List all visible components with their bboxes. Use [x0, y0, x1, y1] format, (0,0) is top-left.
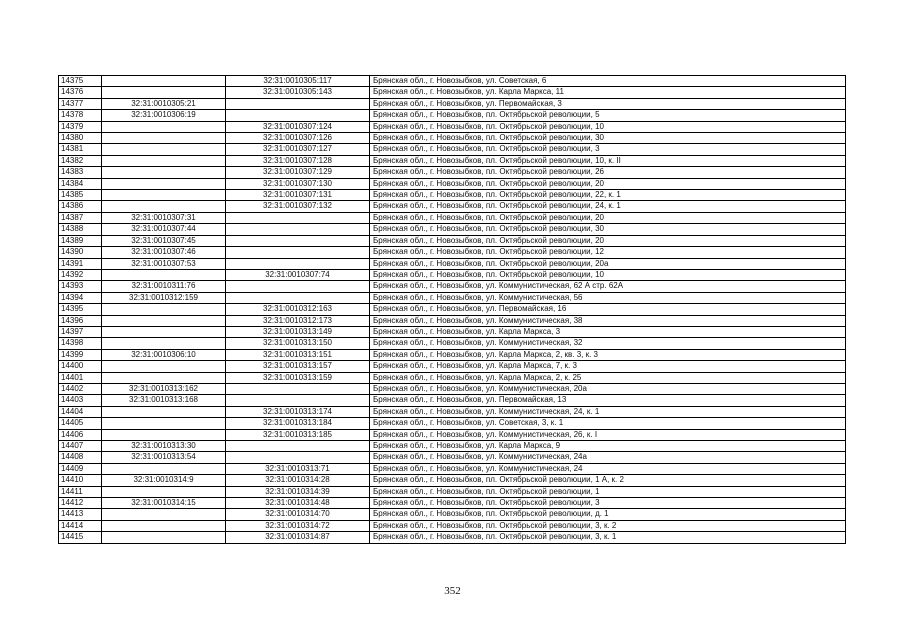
address-cell: Брянская обл., г. Новозыбков, ул. Коммунистическая, 24, к. 1 — [370, 406, 846, 417]
cadastral-number-cell: 32:31:0010314:15 — [102, 498, 226, 509]
building-cadastral-number-cell: 32:31:0010313:174 — [226, 406, 370, 417]
table-row — [59, 110, 846, 121]
registry-table — [58, 75, 846, 544]
cadastral-number-cell — [102, 178, 226, 189]
table-row — [59, 167, 846, 178]
cadastral-number-cell: 32:31:0010307:46 — [102, 247, 226, 258]
building-cadastral-number-cell: 32:31:0010307:124 — [226, 121, 370, 132]
building-cadastral-number-cell: 32:31:0010314:70 — [226, 509, 370, 520]
row-number-cell: 14404 — [59, 406, 102, 417]
building-cadastral-number-cell — [226, 247, 370, 258]
address-cell: Брянская обл., г. Новозыбков, пл. Октябрьской революции, 3 — [370, 498, 846, 509]
building-cadastral-number-cell — [226, 395, 370, 406]
row-number-cell: 14407 — [59, 441, 102, 452]
address-cell: Брянская обл., г. Новозыбков, пл. Октябрьской революции, 30 — [370, 224, 846, 235]
row-number-cell: 14393 — [59, 281, 102, 292]
cadastral-number-cell — [102, 372, 226, 383]
cadastral-number-cell — [102, 121, 226, 132]
address-cell: Брянская обл., г. Новозыбков, пл. Октябрьской революции, 12 — [370, 247, 846, 258]
cadastral-number-cell: 32:31:0010307:31 — [102, 212, 226, 223]
address-cell: Брянская обл., г. Новозыбков, пл. Октябрьской революции, 3, к. 2 — [370, 520, 846, 531]
building-cadastral-number-cell — [226, 258, 370, 269]
page-number: 352 — [444, 585, 461, 597]
row-number-cell: 14385 — [59, 190, 102, 201]
building-cadastral-number-cell: 32:31:0010314:72 — [226, 520, 370, 531]
address-cell: Брянская обл., г. Новозыбков, ул. Карла Маркса, 11 — [370, 87, 846, 98]
cadastral-number-cell: 32:31:0010307:53 — [102, 258, 226, 269]
address-cell: Брянская обл., г. Новозыбков, пл. Октябрьской революции, 20 — [370, 178, 846, 189]
row-number-cell: 14406 — [59, 429, 102, 440]
row-number-cell: 14390 — [59, 247, 102, 258]
cadastral-number-cell — [102, 509, 226, 520]
row-number-cell: 14392 — [59, 269, 102, 280]
address-cell: Брянская обл., г. Новозыбков, пл. Октябрьской революции, 5 — [370, 110, 846, 121]
table-row — [59, 486, 846, 497]
table-row — [59, 406, 846, 417]
cadastral-number-cell: 32:31:0010313:162 — [102, 383, 226, 394]
building-cadastral-number-cell: 32:31:0010307:131 — [226, 190, 370, 201]
building-cadastral-number-cell: 32:31:0010314:39 — [226, 486, 370, 497]
building-cadastral-number-cell: 32:31:0010305:117 — [226, 76, 370, 87]
address-cell: Брянская обл., г. Новозыбков, ул. Карла Маркса, 2, к. 25 — [370, 372, 846, 383]
table-row — [59, 281, 846, 292]
table-row — [59, 372, 846, 383]
row-number-cell: 14388 — [59, 224, 102, 235]
table-row — [59, 178, 846, 189]
cadastral-number-cell: 32:31:0010307:45 — [102, 235, 226, 246]
row-number-cell: 14376 — [59, 87, 102, 98]
table-row — [59, 326, 846, 337]
row-number-cell: 14402 — [59, 383, 102, 394]
building-cadastral-number-cell: 32:31:0010307:74 — [226, 269, 370, 280]
building-cadastral-number-cell: 32:31:0010313:184 — [226, 418, 370, 429]
row-number-cell: 14409 — [59, 463, 102, 474]
building-cadastral-number-cell — [226, 452, 370, 463]
building-cadastral-number-cell — [226, 212, 370, 223]
building-cadastral-number-cell — [226, 235, 370, 246]
address-cell: Брянская обл., г. Новозыбков, ул. Первомайская, 13 — [370, 395, 846, 406]
row-number-cell: 14377 — [59, 98, 102, 109]
cadastral-number-cell: 32:31:0010313:168 — [102, 395, 226, 406]
address-cell: Брянская обл., г. Новозыбков, ул. Советская, 6 — [370, 76, 846, 87]
building-cadastral-number-cell — [226, 292, 370, 303]
row-number-cell: 14384 — [59, 178, 102, 189]
building-cadastral-number-cell: 32:31:0010312:163 — [226, 304, 370, 315]
address-cell: Брянская обл., г. Новозыбков, пл. Октябрьской революции, 20 — [370, 235, 846, 246]
building-cadastral-number-cell: 32:31:0010313:71 — [226, 463, 370, 474]
row-number-cell: 14378 — [59, 110, 102, 121]
address-cell: Брянская обл., г. Новозыбков, ул. Коммунистическая, 32 — [370, 338, 846, 349]
row-number-cell: 14394 — [59, 292, 102, 303]
address-cell: Брянская обл., г. Новозыбков, ул. Коммунистическая, 24 — [370, 463, 846, 474]
building-cadastral-number-cell: 32:31:0010313:185 — [226, 429, 370, 440]
building-cadastral-number-cell: 32:31:0010314:48 — [226, 498, 370, 509]
table-row — [59, 304, 846, 315]
cadastral-number-cell: 32:31:0010306:10 — [102, 349, 226, 360]
row-number-cell: 14412 — [59, 498, 102, 509]
cadastral-number-cell: 32:31:0010307:44 — [102, 224, 226, 235]
row-number-cell: 14398 — [59, 338, 102, 349]
row-number-cell: 14413 — [59, 509, 102, 520]
table-row — [59, 395, 846, 406]
cadastral-number-cell: 32:31:0010314:9 — [102, 475, 226, 486]
address-cell: Брянская обл., г. Новозыбков, ул. Коммунистическая, 20а — [370, 383, 846, 394]
table-row — [59, 361, 846, 372]
table-row — [59, 87, 846, 98]
cadastral-number-cell — [102, 315, 226, 326]
cadastral-number-cell: 32:31:0010312:159 — [102, 292, 226, 303]
row-number-cell: 14380 — [59, 133, 102, 144]
table-row — [59, 383, 846, 394]
building-cadastral-number-cell: 32:31:0010312:173 — [226, 315, 370, 326]
table-row — [59, 338, 846, 349]
table-row — [59, 144, 846, 155]
row-number-cell: 14403 — [59, 395, 102, 406]
table-row — [59, 418, 846, 429]
cadastral-number-cell — [102, 338, 226, 349]
address-cell: Брянская обл., г. Новозыбков, пл. Октябрьской революции, 3 — [370, 144, 846, 155]
building-cadastral-number-cell: 32:31:0010307:132 — [226, 201, 370, 212]
cadastral-number-cell — [102, 406, 226, 417]
cadastral-number-cell — [102, 133, 226, 144]
cadastral-number-cell: 32:31:0010313:54 — [102, 452, 226, 463]
building-cadastral-number-cell — [226, 281, 370, 292]
cadastral-number-cell — [102, 486, 226, 497]
cadastral-number-cell — [102, 304, 226, 315]
row-number-cell: 14410 — [59, 475, 102, 486]
cadastral-number-cell: 32:31:0010311:76 — [102, 281, 226, 292]
building-cadastral-number-cell — [226, 110, 370, 121]
row-number-cell: 14399 — [59, 349, 102, 360]
cadastral-number-cell — [102, 429, 226, 440]
building-cadastral-number-cell: 32:31:0010313:159 — [226, 372, 370, 383]
address-cell: Брянская обл., г. Новозыбков, пл. Октябрьской революции, 10, к. II — [370, 155, 846, 166]
address-cell: Брянская обл., г. Новозыбков, ул. Карла Маркса, 9 — [370, 441, 846, 452]
table-row — [59, 520, 846, 531]
cadastral-number-cell — [102, 76, 226, 87]
cadastral-number-cell — [102, 361, 226, 372]
table-row — [59, 212, 846, 223]
address-cell: Брянская обл., г. Новозыбков, ул. Первомайская, 3 — [370, 98, 846, 109]
row-number-cell: 14389 — [59, 235, 102, 246]
cadastral-number-cell — [102, 155, 226, 166]
row-number-cell: 14401 — [59, 372, 102, 383]
address-cell: Брянская обл., г. Новозыбков, ул. Карла Маркса, 3 — [370, 326, 846, 337]
table-row — [59, 349, 846, 360]
row-number-cell: 14397 — [59, 326, 102, 337]
row-number-cell: 14379 — [59, 121, 102, 132]
table-row — [59, 292, 846, 303]
table-row — [59, 121, 846, 132]
table-row — [59, 463, 846, 474]
building-cadastral-number-cell: 32:31:0010314:28 — [226, 475, 370, 486]
row-number-cell: 14414 — [59, 520, 102, 531]
table-row — [59, 247, 846, 258]
building-cadastral-number-cell: 32:31:0010313:151 — [226, 349, 370, 360]
address-cell: Брянская обл., г. Новозыбков, ул. Коммунистическая, 56 — [370, 292, 846, 303]
building-cadastral-number-cell — [226, 383, 370, 394]
building-cadastral-number-cell: 32:31:0010313:150 — [226, 338, 370, 349]
table-row — [59, 133, 846, 144]
cadastral-number-cell — [102, 87, 226, 98]
address-cell: Брянская обл., г. Новозыбков, пл. Октябрьской революции, 3, к. 1 — [370, 532, 846, 543]
building-cadastral-number-cell: 32:31:0010307:126 — [226, 133, 370, 144]
cadastral-number-cell — [102, 201, 226, 212]
table-row — [59, 235, 846, 246]
cadastral-number-cell: 32:31:0010313:30 — [102, 441, 226, 452]
address-cell: Брянская обл., г. Новозыбков, ул. Первомайская, 16 — [370, 304, 846, 315]
cadastral-number-cell — [102, 144, 226, 155]
address-cell: Брянская обл., г. Новозыбков, ул. Советская, 3, к. 1 — [370, 418, 846, 429]
address-cell: Брянская обл., г. Новозыбков, ул. Коммунистическая, 62 А стр. 62А — [370, 281, 846, 292]
address-cell: Брянская обл., г. Новозыбков, ул. Карла Маркса, 7, к. 3 — [370, 361, 846, 372]
table-row — [59, 201, 846, 212]
address-cell: Брянская обл., г. Новозыбков, пл. Октябрьской революции, 30 — [370, 133, 846, 144]
building-cadastral-number-cell: 32:31:0010307:130 — [226, 178, 370, 189]
cadastral-number-cell: 32:31:0010306:19 — [102, 110, 226, 121]
table-row — [59, 475, 846, 486]
row-number-cell: 14391 — [59, 258, 102, 269]
row-number-cell: 14400 — [59, 361, 102, 372]
address-cell: Брянская обл., г. Новозыбков, пл. Октябрьской революции, 1 — [370, 486, 846, 497]
building-cadastral-number-cell — [226, 441, 370, 452]
address-cell: Брянская обл., г. Новозыбков, пл. Октябрьской революции, д. 1 — [370, 509, 846, 520]
address-cell: Брянская обл., г. Новозыбков, пл. Октябрьской революции, 22, к. 1 — [370, 190, 846, 201]
address-cell: Брянская обл., г. Новозыбков, пл. Октябрьской революции, 20а — [370, 258, 846, 269]
address-cell: Брянская обл., г. Новозыбков, ул. Карла Маркса, 2, кв. 3, к. 3 — [370, 349, 846, 360]
row-number-cell: 14375 — [59, 76, 102, 87]
table-row — [59, 224, 846, 235]
cadastral-number-cell: 32:31:0010305:21 — [102, 98, 226, 109]
table-row — [59, 452, 846, 463]
table-row — [59, 258, 846, 269]
building-cadastral-number-cell: 32:31:0010313:149 — [226, 326, 370, 337]
building-cadastral-number-cell: 32:31:0010307:127 — [226, 144, 370, 155]
cadastral-number-cell — [102, 326, 226, 337]
address-cell: Брянская обл., г. Новозыбков, ул. Коммунистическая, 24а — [370, 452, 846, 463]
table-row — [59, 76, 846, 87]
table-row — [59, 155, 846, 166]
row-number-cell: 14408 — [59, 452, 102, 463]
building-cadastral-number-cell — [226, 98, 370, 109]
address-cell: Брянская обл., г. Новозыбков, ул. Коммунистическая, 38 — [370, 315, 846, 326]
building-cadastral-number-cell: 32:31:0010307:128 — [226, 155, 370, 166]
row-number-cell: 14415 — [59, 532, 102, 543]
cadastral-number-cell — [102, 167, 226, 178]
cadastral-number-cell — [102, 532, 226, 543]
building-cadastral-number-cell: 32:31:0010305:143 — [226, 87, 370, 98]
cadastral-number-cell — [102, 190, 226, 201]
table-row — [59, 190, 846, 201]
row-number-cell: 14382 — [59, 155, 102, 166]
building-cadastral-number-cell: 32:31:0010314:87 — [226, 532, 370, 543]
table-row — [59, 269, 846, 280]
table-row — [59, 429, 846, 440]
address-cell: Брянская обл., г. Новозыбков, пл. Октябрьской революции, 26 — [370, 167, 846, 178]
address-cell: Брянская обл., г. Новозыбков, пл. Октябрьской революции, 10 — [370, 121, 846, 132]
row-number-cell: 14405 — [59, 418, 102, 429]
building-cadastral-number-cell: 32:31:0010307:129 — [226, 167, 370, 178]
row-number-cell: 14387 — [59, 212, 102, 223]
row-number-cell: 14381 — [59, 144, 102, 155]
building-cadastral-number-cell — [226, 224, 370, 235]
cadastral-number-cell — [102, 520, 226, 531]
table-row — [59, 532, 846, 543]
address-cell: Брянская обл., г. Новозыбков, пл. Октябрьской революции, 10 — [370, 269, 846, 280]
row-number-cell: 14396 — [59, 315, 102, 326]
row-number-cell: 14383 — [59, 167, 102, 178]
building-cadastral-number-cell: 32:31:0010313:157 — [226, 361, 370, 372]
row-number-cell: 14386 — [59, 201, 102, 212]
address-cell: Брянская обл., г. Новозыбков, пл. Октябрьской революции, 20 — [370, 212, 846, 223]
table-body — [59, 76, 846, 544]
cadastral-number-cell — [102, 269, 226, 280]
address-cell: Брянская обл., г. Новозыбков, пл. Октябрьской революции, 24, к. 1 — [370, 201, 846, 212]
row-number-cell: 14395 — [59, 304, 102, 315]
cadastral-number-cell — [102, 418, 226, 429]
row-number-cell: 14411 — [59, 486, 102, 497]
address-cell: Брянская обл., г. Новозыбков, ул. Коммунистическая, 26, к. I — [370, 429, 846, 440]
table-row — [59, 441, 846, 452]
address-cell: Брянская обл., г. Новозыбков, пл. Октябрьской революции, 1 А, к. 2 — [370, 475, 846, 486]
table-row — [59, 498, 846, 509]
table-row — [59, 98, 846, 109]
table-row — [59, 509, 846, 520]
table-row — [59, 315, 846, 326]
cadastral-number-cell — [102, 463, 226, 474]
